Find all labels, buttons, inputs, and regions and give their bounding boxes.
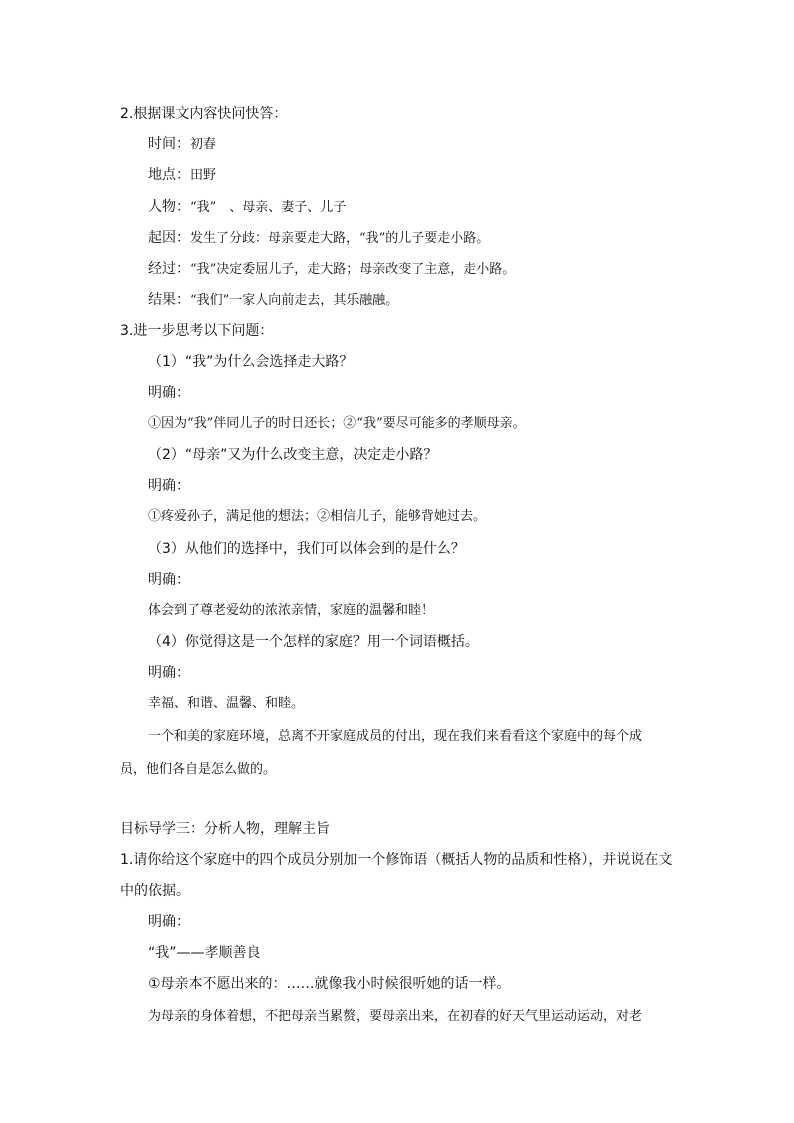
goal3-question1-line1: 1.请你给这个家庭中的四个成员分别加一个修饰语（概括人物的品质和性格），并说说在文 (120, 852, 673, 868)
qa-place (148, 165, 216, 186)
qa-time (148, 134, 216, 155)
answer-label: 明确： (148, 572, 190, 588)
question-4: （4）你觉得这是一个怎样的家庭？用一个词语概括。 (148, 634, 479, 650)
qa-label: 地点： (148, 167, 190, 183)
qa-cause (148, 228, 489, 249)
qa-answer: “我” 、母亲、妻子、儿子 (190, 200, 347, 215)
answer-2: ①疼爱孙子，满足他的想法；②相信儿子，能够背她过去。 (148, 509, 487, 524)
qa-answer: 发生了分歧：母亲要走大路，“我”的儿子要走小路。 (190, 231, 490, 246)
section2-heading: 2.根据课文内容快问快答： (120, 106, 288, 122)
section3-heading: 3.进一步思考以下问题： (120, 323, 274, 339)
question-3: （3）从他们的选择中，我们可以体会到的是什么？ (148, 541, 465, 557)
evidence-1: ①母亲本不愿出来的：……就像我小时候很听她的话一样。 (148, 976, 511, 992)
question-2: （2）“母亲”又为什么改变主意，决定走小路？ (148, 447, 438, 463)
role-me: “我”——孝顺善良 (148, 945, 261, 961)
answer-3: 体会到了尊老爱幼的浓浓亲情，家庭的温馨和睦！ (148, 603, 435, 618)
qa-process (148, 259, 515, 280)
qa-label: 人物： (148, 199, 190, 215)
transition-paragraph-line2: 员，他们各自是怎么做的。 (120, 762, 277, 777)
analysis-line: 为母亲的身体着想，不把母亲当累赘，要母亲出来，在初春的好天气里运动运动，对老 (148, 1009, 643, 1024)
qa-people (148, 197, 346, 218)
answer-label: 明确： (148, 665, 190, 681)
answer-1: ①因为“我”伴同儿子的时日还长；②“我”要尽可能多的孝顺母亲。 (148, 416, 526, 431)
qa-answer: 初春 (190, 137, 217, 152)
goal3-question1-line2: 中的依据。 (120, 883, 190, 899)
question-1: （1）“我”为什么会选择走大路？ (148, 354, 354, 370)
answer-label: 明确： (148, 478, 190, 494)
qa-label: 起因： (148, 230, 190, 246)
qa-answer: “我”决定委屈儿子，走大路；母亲改变了主意，走小路。 (190, 262, 516, 277)
qa-label: 结果： (148, 292, 190, 308)
answer-label: 明确： (148, 914, 190, 930)
answer-label: 明确： (148, 385, 190, 401)
qa-answer: “我们”一家人向前走去，其乐融融。 (190, 293, 399, 308)
qa-label: 经过： (148, 261, 190, 277)
qa-result (148, 290, 398, 311)
transition-paragraph-line1: 一个和美的家庭环境，总离不开家庭成员的付出，现在我们来看看这个家庭中的每个成 (148, 729, 643, 744)
qa-answer: 田野 (190, 168, 217, 183)
qa-label: 时间： (148, 136, 190, 152)
answer-4: 幸福、和谐、温馨、和睦。 (148, 696, 305, 711)
goal3-heading: 目标导学三：分析人物，理解主旨 (120, 821, 330, 837)
